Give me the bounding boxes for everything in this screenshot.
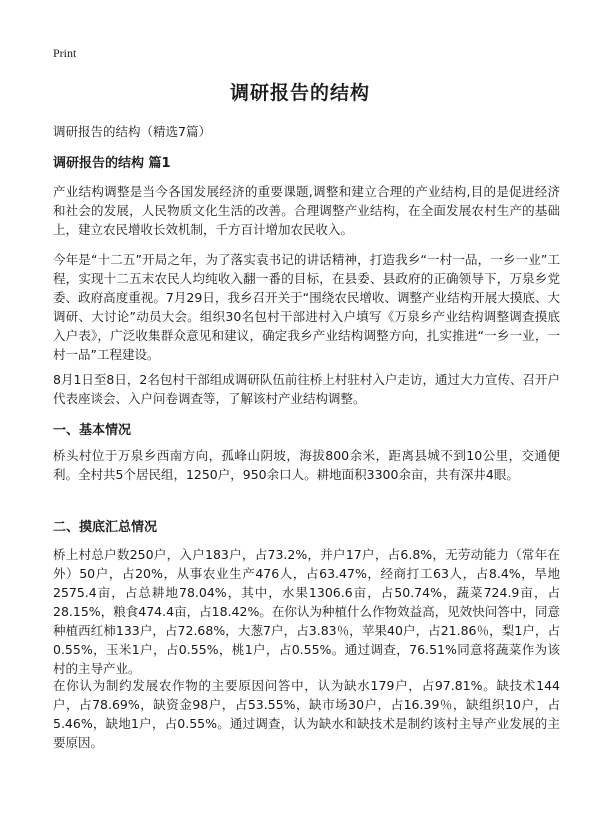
paragraph-3: 8月1日至8日，2名包村干部组成调研队伍前往桥上村驻村入户走访，通过大力宣传、召开户代表座谈会、入户问卷调查等，了解该村产业结构调整。: [53, 372, 560, 406]
heading-survey: 二、摸底汇总情况: [53, 520, 158, 535]
paragraph-survey-2: 在你认为制约发展农作物的主要原因问答中，认为缺水179户，占97.81%。缺技术144户，占78.69%，缺资金98户，占53.55%，缺市场30户，占16.39％，缺组织10户，占5.46%，缺地1户，占0.55%。通过调查，认为缺水和缺技术是制约该村主导产业发展的主要原因。: [53, 678, 560, 750]
paragraph-basic: 桥头村位于万泉乡西南方向，孤峰山阴坡，海拔800余米，距离县城不到10公里，交通便利。全村共5个居民组，1250户，950余口人。耕地面积3300余亩，共有深井4眼。: [53, 448, 560, 482]
page-title: 调研报告的结构: [229, 82, 370, 104]
paragraph-1: 产业结构调整是当今各国发展经济的重要课题,调整和建立合理的产业结构,目的是促进经济和社会的发展，人民物质文化生活的改善。合理调整产业结构，在全面发展农村生产的基础上，建立农民增收长效机制，千方百计增加农民收入。: [53, 184, 560, 237]
paragraph-2: 今年是“十二五”开局之年，为了落实袁书记的讲话精神，打造我乡“一村一品，一乡一业”工程，实现十二五末农民人均纯收入翻一番的目标，在县委、县政府的正确领导下，万泉乡党委、政府高度重视。7月29日，我乡召开关于“围绕农民增收、调整产业结构开展大摸底、大调研、大讨论”动员大会。组织30名包村干部进村入户填写《万泉乡产业结构调整调查摸底入户表》，广泛收集群众意见和建议，确定我乡产业结构调整方向，扎实推进“一乡一业，一村一品”工程建设。: [53, 252, 560, 362]
print-label[interactable]: Print: [53, 46, 77, 60]
subtitle: 调研报告的结构（精选7篇）: [53, 124, 211, 139]
section-title: 调研报告的结构 篇1: [53, 156, 171, 171]
heading-basic: 一、基本情况: [53, 423, 132, 438]
paragraph-survey-1: 桥上村总户数250户，入户183户，占73.2%，并户17户，占6.8%，无劳动能力（常年在外）50户，占20%，从事农业生产476人，占63.47%，经商打工63人，占8.4%，旱地2575.4亩，占总耕地78.04%，其中，水果1306.6亩，占50.74%，蔬菜724.9亩，占28.15%，粮食474.4亩，占18.42%。在你认为种植什么作物效益高，见效快问答中，同意种植西红柿133户，占72.68%，大葱7户，占3.83％，苹果40户，占21.86％，梨1户，占0.55%，玉米1户，占0.55%，桃1户，占0.55%。通过调查，76.51%同意将蔬菜作为该村的主导产业。: [53, 547, 560, 676]
